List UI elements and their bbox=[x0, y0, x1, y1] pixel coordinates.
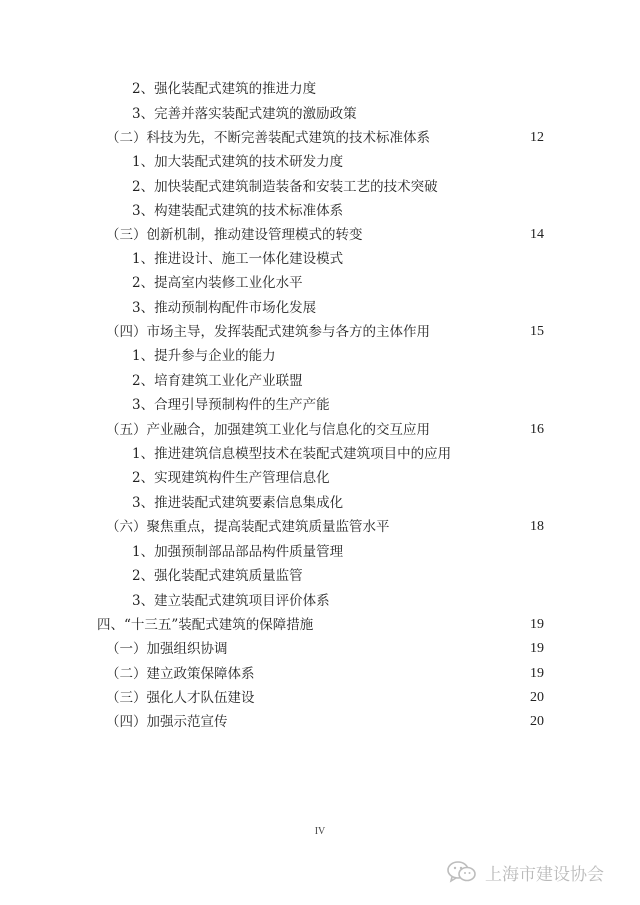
toc-entry bbox=[0, 223, 640, 247]
toc-entry bbox=[0, 126, 640, 150]
toc-entry bbox=[0, 271, 640, 295]
toc-entry-text: 3、建立装配式建筑项目评价体系 bbox=[132, 593, 330, 609]
toc-entry-text: （六）聚焦重点，提高装配式建筑质量监管水平 bbox=[106, 519, 390, 535]
toc-entry-page: 14 bbox=[530, 227, 544, 242]
toc-entry-text: （二）建立政策保障体系 bbox=[106, 666, 255, 682]
toc-entry-text: （一）加强组织协调 bbox=[106, 641, 228, 657]
toc-entry-text: （三）强化人才队伍建设 bbox=[106, 690, 255, 706]
toc-entry-page: 19 bbox=[530, 617, 544, 632]
toc-entry bbox=[0, 418, 640, 442]
toc-entry bbox=[0, 515, 640, 539]
toc-entry-text: 3、合理引导预制构件的生产产能 bbox=[132, 397, 330, 413]
toc-entry-text: 3、推动预制构配件市场化发展 bbox=[132, 300, 317, 316]
toc-entry-page: 18 bbox=[530, 519, 544, 534]
toc-entry-text: 2、实现建筑构件生产管理信息化 bbox=[132, 470, 330, 486]
toc-entry-text: （五）产业融合，加强建筑工业化与信息化的交互应用 bbox=[106, 422, 430, 438]
toc-entry-text: （二）科技为先，不断完善装配式建筑的技术标准体系 bbox=[106, 130, 430, 146]
toc-entry bbox=[0, 491, 640, 515]
toc-entry bbox=[0, 296, 640, 320]
toc-entry-page: 19 bbox=[530, 641, 544, 656]
page-number: IV bbox=[314, 826, 326, 837]
toc-entry-page: 16 bbox=[530, 422, 544, 437]
toc-entry-text: 3、推进装配式建筑要素信息集成化 bbox=[132, 495, 344, 511]
toc-entry-text: 3、完善并落实装配式建筑的激励政策 bbox=[132, 106, 357, 122]
toc-entry bbox=[0, 613, 640, 637]
toc-entry bbox=[0, 466, 640, 490]
toc-entry bbox=[0, 393, 640, 417]
toc-entry-page: 15 bbox=[530, 324, 544, 339]
toc-entry-text: 1、加大装配式建筑的技术研发力度 bbox=[132, 154, 344, 170]
toc-entry bbox=[0, 199, 640, 223]
toc-entry-text: （四）市场主导，发挥装配式建筑参与各方的主体作用 bbox=[106, 324, 430, 340]
toc-entry-text: 1、推进建筑信息模型技术在装配式建筑项目中的应用 bbox=[132, 446, 452, 462]
toc-entry-text: （四）加强示范宣传 bbox=[106, 714, 228, 730]
wechat-icon bbox=[447, 860, 477, 884]
toc-entry bbox=[0, 102, 640, 126]
toc-entry bbox=[0, 710, 640, 734]
toc-entry-text: 1、提升参与企业的能力 bbox=[132, 348, 276, 364]
toc-entry-page: 19 bbox=[530, 666, 544, 681]
toc-entry-text: 2、强化装配式建筑质量监管 bbox=[132, 568, 303, 584]
toc-entry bbox=[0, 637, 640, 661]
toc-entry bbox=[0, 540, 640, 564]
toc-entry bbox=[0, 369, 640, 393]
toc-entry-page: 20 bbox=[530, 690, 544, 705]
watermark-text: 上海市建设协会 bbox=[485, 864, 604, 885]
toc-entry bbox=[0, 344, 640, 368]
toc-entry-text: 2、加快装配式建筑制造装备和安装工艺的技术突破 bbox=[132, 179, 438, 195]
toc-entry-text: 1、推进设计、施工一体化建设模式 bbox=[132, 251, 344, 267]
toc-entry-text: 2、强化装配式建筑的推进力度 bbox=[132, 81, 317, 97]
toc-entry-text: 3、构建装配式建筑的技术标准体系 bbox=[132, 203, 344, 219]
toc-entry bbox=[0, 686, 640, 710]
toc-entry bbox=[0, 150, 640, 174]
toc-entry-page: 12 bbox=[530, 130, 544, 145]
toc-entry bbox=[0, 77, 640, 101]
toc-entry bbox=[0, 175, 640, 199]
toc-entry-text: 2、提高室内装修工业化水平 bbox=[132, 275, 303, 291]
toc-entry bbox=[0, 442, 640, 466]
toc-entry bbox=[0, 564, 640, 588]
toc-entry bbox=[0, 247, 640, 271]
toc-entry-text: 四、“十三五”装配式建筑的保障措施 bbox=[97, 617, 314, 633]
toc-entry bbox=[0, 320, 640, 344]
toc-entry-text: 1、加强预制部品部品构件质量管理 bbox=[132, 544, 344, 560]
toc-entry bbox=[0, 662, 640, 686]
toc-entry-text: 2、培育建筑工业化产业联盟 bbox=[132, 373, 303, 389]
watermark bbox=[447, 858, 604, 886]
toc-entry-text: （三）创新机制，推动建设管理模式的转变 bbox=[106, 227, 363, 243]
toc-entry-page: 20 bbox=[530, 714, 544, 729]
toc-entry bbox=[0, 589, 640, 613]
